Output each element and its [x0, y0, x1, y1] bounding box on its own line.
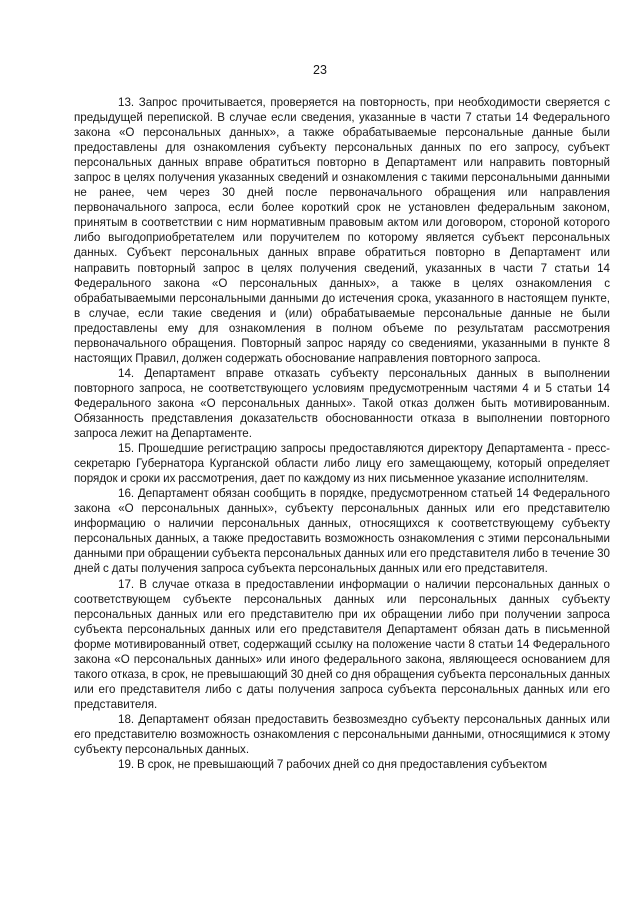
paragraph-16: 16. Департамент обязан сообщить в порядке, предусмотренном статьей 14 Федерального закона «О персональных данных», субъекту персональных данных или его представителю информацию о наличии персональных данных, относящихся к соответствующему субъекту персональных данных, а также предоставить возможность ознакомления с этими персональными данными при обращении субъекта персональных данных или его представителя либо в течение 30 дней с даты получения запроса субъекта персональных данных или его представителя. [74, 487, 610, 576]
paragraph-13: 13. Запрос прочитывается, проверяется на повторность, при необходимости сверяется с предыдущей перепиской. В случае если сведения, указанные в части 7 статьи 14 Федерального закона «О персональных данных», а также обрабатываемые персональные данные были предоставлены для ознакомления субъекту персональных данных по его запросу, субъект персональных данных вправе обратиться повторно в Департамент или направить повторный запрос в целях получения указанных сведений и ознакомления с такими персональными данными не ранее, чем через 30 дней после первоначального обращения или направления первоначального запроса, если более короткий срок не установлен федеральным законом, принятым в соответствии с ним нормативным правовым актом или договором, стороной которого либо выгодоприобретателем или поручителем по которому является субъект персональных данных. Субъект персональных данных вправе обратиться повторно в Департамент или направить повторный запрос в целях получения сведений, указанных в части 7 статьи 14 Федерального закона «О персональных данных», а также в целях ознакомления с обрабатываемыми персональными данными до истечения срока, указанного в настоящем пункте, в случае, если такие сведения и (или) обрабатываемые персональные данные не были предоставлены ему для ознакомления в полном объеме по результатам рассмотрения первоначального обращения. Повторный запрос наряду со сведениями, указанными в пункте 8 настоящих Правил, должен содержать обоснование направления повторного запроса. [74, 96, 610, 365]
paragraph-14: 14. Департамент вправе отказать субъекту персональных данных в выполнении повторного запроса, не соответствующего условиям предусмотренным частями 4 и 5 статьи 14 Федерального закона «О персональных данных». Такой отказ должен быть мотивированным. Обязанность представления доказательств обоснованности отказа в выполнении повторного запроса лежит на Департаменте. [74, 366, 610, 441]
paragraph-15: 15. Прошедшие регистрацию запросы предоставляются директору Департамента - пресс-секретарю Губернатора Курганской области либо лицу его замещающему, который определяет порядок и сроки их рассмотрения, дает по каждому из них письменное указание исполнителям. [74, 442, 610, 486]
paragraph-19: 19. В срок, не превышающий 7 рабочих дней со дня предоставления субъектом [118, 758, 548, 772]
page-number: 23 [313, 63, 327, 77]
paragraph-17: 17. В случае отказа в предоставлении информации о наличии персональных данных о соответствующем субъекте персональных данных или персональных данных субъекту персональных данных или его представителю при их обращении либо при получении запроса субъекта персональных данных или его представителя Департамент обязан дать в письменной форме мотивированный ответ, содержащий ссылку на положение части 8 статьи 14 Федерального закона «О персональных данных» или иного федерального закона, являющееся основанием для такого отказа, в срок, не превышающий 30 дней со дня обращения субъекта персональных данных или его представителя либо с даты получения запроса субъекта персональных данных или его представителя. [74, 577, 610, 711]
paragraph-18: 18. Департамент обязан предоставить безвозмездно субъекту персональных данных или его представителю возможность ознакомления с персональными данными, относящимися к этому субъекту персональных данных. [74, 712, 610, 757]
document-body [74, 95, 610, 772]
